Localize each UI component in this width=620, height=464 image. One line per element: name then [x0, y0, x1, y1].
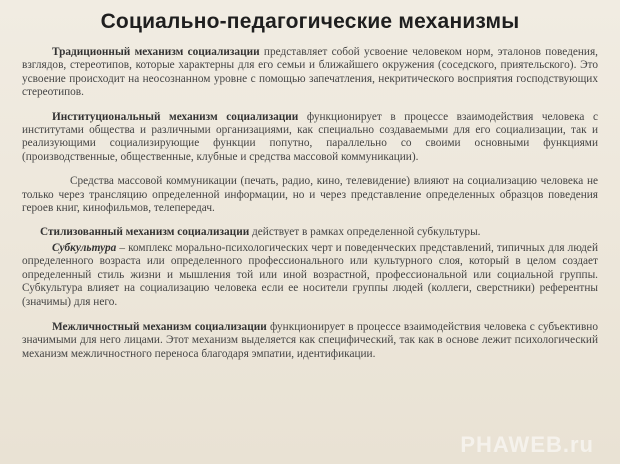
term-interpersonal: Межличностный механизм социализации — [52, 320, 267, 333]
paragraph-stylized — [22, 226, 598, 239]
paragraph-interpersonal — [22, 321, 598, 361]
text-mass-media: Средства массовой коммуникации (печать, радио, кино, телевидение) влияют на социализацию человека не только через трансляцию определенной информации, но и через представление определенных образцов поведения героев книг, кинофильмов, телепередач. — [22, 175, 598, 215]
watermark: PHAWEB.ru — [460, 432, 594, 457]
text-traditional: представляет собой усвоение человеком норм, эталонов поведения, взглядов, стереотипов, которые характерны для его семьи и ближайшего окружения (соседского, приятельского). Это усвоение происходит на неосознанном уровне с помощью запечатления, некритического восприятия господствующих стереотипов. — [22, 46, 598, 99]
term-institutional: Институциональный механизм социализации — [52, 110, 299, 123]
term-subculture: Субкультура — [52, 241, 117, 254]
paragraph-institutional — [22, 111, 598, 165]
text-stylized: действует в рамках определенной субкультуры. — [249, 226, 481, 239]
term-stylized: Стилизованный механизм социализации — [40, 226, 250, 239]
text-interpersonal: функционирует в процессе взаимодействия человека с субъективно значимыми для него лицами. Этот механизм выделяется как специфический, так как в основе лежит психологический механизм межличностного переноса благодаря эмпатии, идентификации. — [22, 320, 598, 360]
term-traditional: Традиционный механизм социализации — [52, 46, 260, 58]
paragraph-subculture — [22, 242, 598, 309]
text-institutional: функционирует в процессе взаимодействия человека с институтами общества и различными организациями, как специально создаваемыми для его социализации, так и реализующими социализирующие функции попутно, параллельно со своими основными функциями (производственные, общественные, клубные и средства массовой коммуникации). — [22, 110, 598, 163]
text-subculture: – комплекс морально-психологических черт и поведенческих представлений, типичных для людей определенного возраста или определенного профессионального или культурного слоя, который в целом создает определенный стиль жизни и мышления той или иной возрастной, профессиональной или социальной группы. Субкультура влияет на социализацию человека если ее носители группы людей (коллеги, сверстники) референтны (значимы) для него. — [22, 241, 598, 308]
paragraph-mass-media — [22, 175, 598, 215]
page-title: Социально-педагогические механизмы — [100, 10, 520, 33]
paragraph-traditional — [22, 46, 598, 100]
